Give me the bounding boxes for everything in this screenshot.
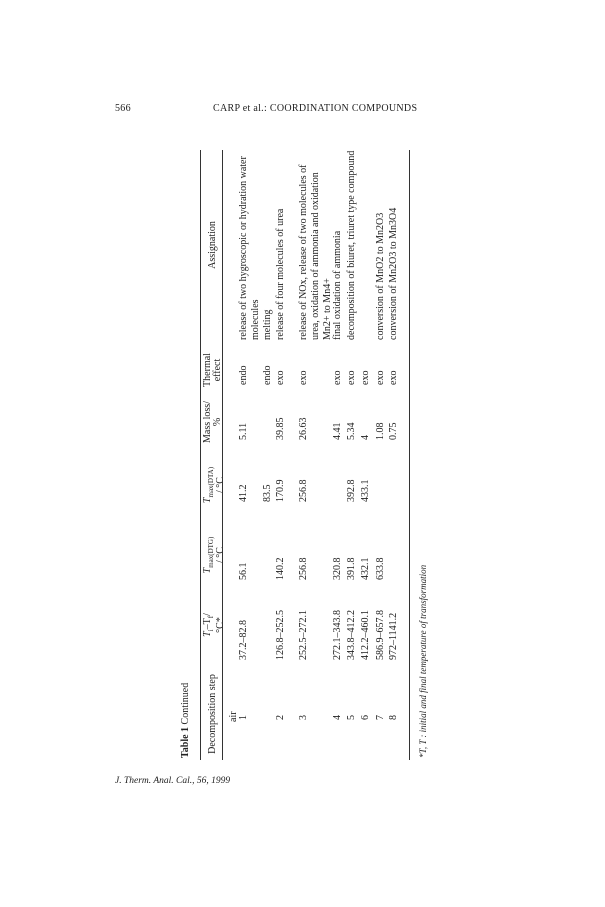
table-cell-range: 343.8–412.2 <box>346 610 357 660</box>
col-header-step: Decomposition step <box>207 674 218 754</box>
running-title: CARP et al.: COORDINATION COMPOUNDS <box>213 103 418 114</box>
table-cell-range: 272.1–343.8 <box>332 610 343 660</box>
rotated-table <box>180 140 442 760</box>
table-cell-assign: final oxidation of ammonia <box>332 230 343 340</box>
table-cell-step: 7 <box>375 715 386 720</box>
table-cell-range: 412.2–460.1 <box>360 610 371 660</box>
page-number: 566 <box>115 103 131 114</box>
table-cell-dtg: 140.2 <box>275 557 286 580</box>
table-cell-dtg: 256.8 <box>298 557 309 580</box>
table-cell-dtg: 432.1 <box>360 557 371 580</box>
journal-citation: J. Therm. Anal. Cal., 56, 1999 <box>115 776 231 786</box>
table-cell-assign: release of four molecules of urea <box>275 208 286 340</box>
table-cell-range: 252.5–272.1 <box>298 610 309 660</box>
col-header-mass: Mass loss/ % <box>202 401 223 443</box>
table-cell-effect: endo <box>238 365 249 385</box>
table-cell-assign: release of NOx, release of two molecules of urea, oxidation of ammonia and oxidation Mn2+ to Mn4+ <box>298 164 333 340</box>
table-cell-mass: 5.34 <box>346 422 357 440</box>
table-cell-effect: exo <box>375 370 386 385</box>
col-header-dtg: $T_{max(DTG)}$ / °C <box>202 536 226 574</box>
table-cell-step: 8 <box>388 715 399 720</box>
table-caption-text: Continued <box>180 682 191 725</box>
table-cell-effect: exo <box>332 370 343 385</box>
table-caption-label: Table 1 <box>180 726 191 758</box>
table-cell-dtg: 391.8 <box>346 557 357 580</box>
table-cell-dta: 41.2 <box>238 484 249 502</box>
table-cell-dtg: 320.8 <box>332 557 343 580</box>
table-cell-step: 1 <box>238 715 249 720</box>
table-cell-assign: melting <box>262 309 273 340</box>
table-cell-step: 2 <box>275 715 286 720</box>
table-cell-step: 3 <box>298 715 309 720</box>
table-cell-mass: 1.08 <box>375 422 386 440</box>
table-cell-assign: conversion of MnO2 to Mn2O3 <box>375 212 386 340</box>
table-cell-effect: exo <box>275 370 286 385</box>
table-cell-mass: 0.75 <box>388 422 399 440</box>
col-header-assign: Assignation <box>207 221 218 269</box>
table-cell-assign: decomposition of biuret, triuret type compound <box>346 150 357 340</box>
table-cell-step: 5 <box>346 715 357 720</box>
table-footnote: *T, T : initial and final temperature of transformation <box>418 564 428 758</box>
table-cell-range: 126.8–252.5 <box>275 610 286 660</box>
col-header-dta: $T_{max(DTA)}$ / °C <box>202 466 226 504</box>
table-cell-mass: 26.63 <box>298 417 309 440</box>
table-cell-range: 586.9–657.8 <box>375 610 386 660</box>
col-header-thermal: Thermal effect <box>202 353 223 387</box>
table-cell-effect: exo <box>298 370 309 385</box>
table-cell-effect: endo <box>262 365 273 385</box>
table-cell-range: 972–1141.2 <box>388 612 399 660</box>
table-cell-mass: 4 <box>360 435 371 440</box>
table-cell-effect: exo <box>346 370 357 385</box>
table-cell-assign: release of two hygroscopic or hydration water molecules <box>238 156 261 340</box>
table-cell-effect: exo <box>388 370 399 385</box>
table-cell-step: 6 <box>360 715 371 720</box>
table-cell-mass: 4.41 <box>332 422 343 440</box>
table-bottom-rule <box>409 150 410 760</box>
table-cell-dta: 392.8 <box>346 479 357 502</box>
table-cell-dtg: 633.8 <box>375 557 386 580</box>
table-cell-dtg: 56.1 <box>238 562 249 580</box>
table-top-rule <box>200 150 201 760</box>
table-cell-mass: 39.85 <box>275 417 286 440</box>
table-cell-step: 4 <box>332 715 343 720</box>
table-header-rule <box>222 150 223 760</box>
atmosphere-label: air <box>228 711 239 722</box>
col-header-range: $T_i-T_f/$ °C* <box>202 613 226 637</box>
table-cell-dta: 170.9 <box>275 479 286 502</box>
table-cell-mass: 5.11 <box>238 422 249 440</box>
table-cell-dta: 433.1 <box>360 479 371 502</box>
table-cell-effect: exo <box>360 370 371 385</box>
table-caption <box>180 683 191 758</box>
table-cell-assign: conversion of Mn2O3 to Mn3O4 <box>388 207 399 340</box>
table-cell-dta: 256.8 <box>298 479 309 502</box>
table-cell-dta: 83.5 <box>262 484 273 502</box>
table-cell-range: 37.2–82.8 <box>238 620 249 660</box>
